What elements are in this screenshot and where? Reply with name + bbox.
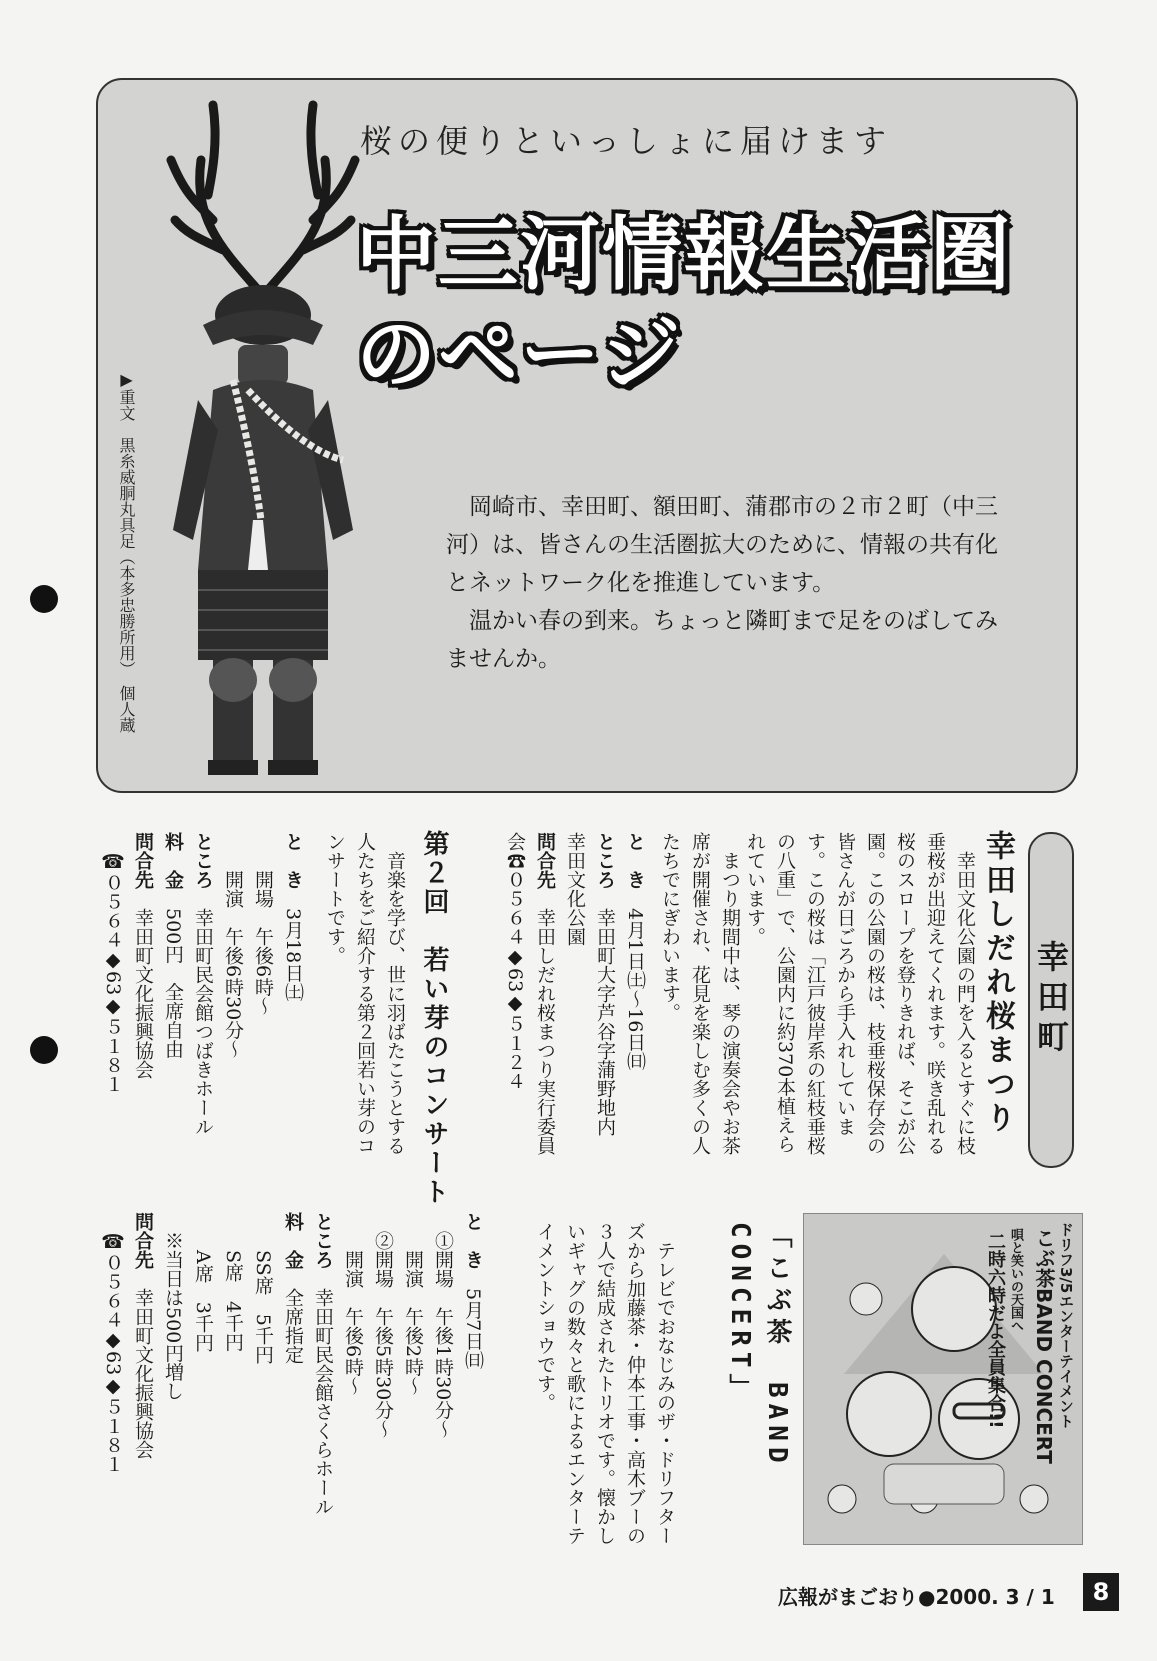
festival-contact: 幸田しだれ桜まつり実行委員会☎０５６４◆63◆５１２４	[504, 832, 556, 1155]
samurai-armor-image	[153, 100, 373, 790]
poster-line1: ドリフ3/5エンターテイメント	[1057, 1222, 1075, 1429]
festival-details	[500, 832, 650, 1172]
poster-line4: 二時六時だよ全員集合!!	[985, 1232, 1006, 1429]
binder-hole-top	[30, 585, 58, 613]
concert2-when-label: と き	[282, 832, 304, 889]
festival-body-text: 幸田文化公園の門を入るとすぐに枝垂桜が出迎えてくれます。咲き乱れる桜のスロープを登りきれば、そこが公園。この公園の桜は、枝垂桜保存会の皆さんが日ごろから手入れしています。この桜は「江戸彼岸系の紅枝垂桜の八重」で、公園内に約370本植えられています。	[744, 832, 976, 1155]
kobucha-when-label: と き	[462, 1212, 484, 1269]
concert2-title: 第２回 若い芽のコンサート	[419, 830, 449, 1207]
poster-line3: 唄と笑いの天国へ	[1008, 1228, 1023, 1332]
kobucha-s2-start: 開演 午後6時～	[342, 1250, 364, 1396]
concert2-when: 3月18日㈯	[282, 908, 304, 1002]
concert2-open: 開場 午後6時～	[252, 870, 274, 1016]
kobucha-s1-open: ①開場 午後1時30分～	[432, 1231, 454, 1439]
festival-where: 幸田町大字芦谷字蒲野地内 幸田文化公園	[564, 832, 616, 1155]
kobucha-fee-ss: SS席 5千円	[252, 1250, 274, 1364]
kobucha-s1-start: 開演 午後2時～	[402, 1250, 424, 1396]
kobucha-where-label: ところ	[312, 1212, 334, 1269]
festival-when-label: と き	[624, 832, 646, 889]
section-tab-kota: 幸田町	[1028, 832, 1074, 1168]
festival-body2	[655, 832, 745, 1172]
concert2-contact-label: 問合先	[132, 832, 154, 889]
kobucha-when: 5月7日㈰	[462, 1288, 484, 1370]
kobucha-contact: 幸田町文化振興協会	[132, 1288, 154, 1459]
concert2-fee: 500円 全席自由	[162, 908, 184, 1059]
kobucha-where: 幸田町民会館さくらホール	[312, 1288, 334, 1516]
festival-body2-text: まつり期間中は、琴の演奏会やお茶席が開催され、花見を楽しむ多くの人たちでにぎわいます。	[659, 832, 741, 1155]
tagline: 桜の便りといっしょに届けます	[360, 122, 893, 160]
festival-body	[740, 832, 980, 1172]
kobucha-body-text: テレビでおなじみのザ・ドリフターズから加藤茶・仲本工事・高木ブーの３人で結成されたトリオです。懐かしいギャグの数々と歌によるエンターテイメントショウです。	[534, 1222, 676, 1545]
concert2-where: 幸田町民会館つばきホール	[192, 908, 214, 1136]
binder-hole-bottom	[30, 1036, 58, 1064]
kobucha-fee-note: ※当日は500円増し	[162, 1231, 184, 1401]
page-title-line2: のページ	[356, 308, 683, 401]
concert2-phone: ☎０５６４◆63◆５１８１	[102, 851, 124, 1094]
concert2-start: 開演 午後6時30分～	[222, 870, 244, 1059]
kobucha-phone: ☎０５６４◆63◆５１８１	[102, 1231, 124, 1474]
armor-caption: ▶重文 黒糸威胴丸具足（本多忠勝所用） 個人蔵	[117, 370, 136, 733]
concert2-body	[320, 832, 410, 1172]
intro-paragraph-2: 温かい春の到来。ちょっと隣町まで足をのばしてみませんか。	[446, 608, 998, 672]
concert2-fee-label: 料 金	[162, 832, 184, 889]
festival-contact-label: 問合先	[534, 832, 556, 889]
concert2-details	[98, 832, 308, 1172]
kobucha-fee-s: S席 4千円	[222, 1250, 244, 1352]
kobucha-fee-head: 全席指定	[282, 1288, 304, 1364]
concert-poster-image	[803, 1213, 1083, 1545]
intro-paragraph-1: 岡崎市、幸田町、額田町、蒲郡市の２市２町（中三河）は、皆さんの生活圏拡大のために、情報の共有化とネットワーク化を推進しています。	[446, 494, 998, 596]
concert2-body-text: 音楽を学び、世に羽ばたこうとする人たちをご紹介する第２回若い芽のコンサートです。	[324, 832, 406, 1155]
concert2-contact: 幸田町文化振興協会	[132, 908, 154, 1079]
poster-line2: こぶ茶BAND CONCERT	[1032, 1228, 1056, 1464]
intro-text	[446, 488, 1006, 678]
kobucha-s2-open: ②開場 午後5時30分～	[372, 1231, 394, 1439]
kobucha-contact-label: 問合先	[132, 1212, 154, 1269]
kobucha-fee-label: 料 金	[282, 1212, 304, 1269]
footer-publication: 広報がまごおり●2000. 3 / 1	[778, 1585, 1055, 1609]
page-number: 8	[1083, 1573, 1119, 1611]
header-panel	[96, 78, 1078, 793]
concert2-where-label: ところ	[192, 832, 214, 889]
kobucha-body	[530, 1222, 680, 1552]
kobucha-title: 「こぶ茶 BAND CONCERT」	[725, 1222, 792, 1501]
festival-title: 幸田しだれ桜まつり	[980, 830, 1015, 1136]
kobucha-fee-a: A席 3千円	[192, 1250, 214, 1352]
page-title-line1: 中三河情報生活圏	[356, 208, 1012, 301]
kobucha-details	[98, 1212, 488, 1552]
festival-where-label: ところ	[594, 832, 616, 889]
festival-when: 4月1日㈯～16日㈰	[624, 908, 646, 1071]
